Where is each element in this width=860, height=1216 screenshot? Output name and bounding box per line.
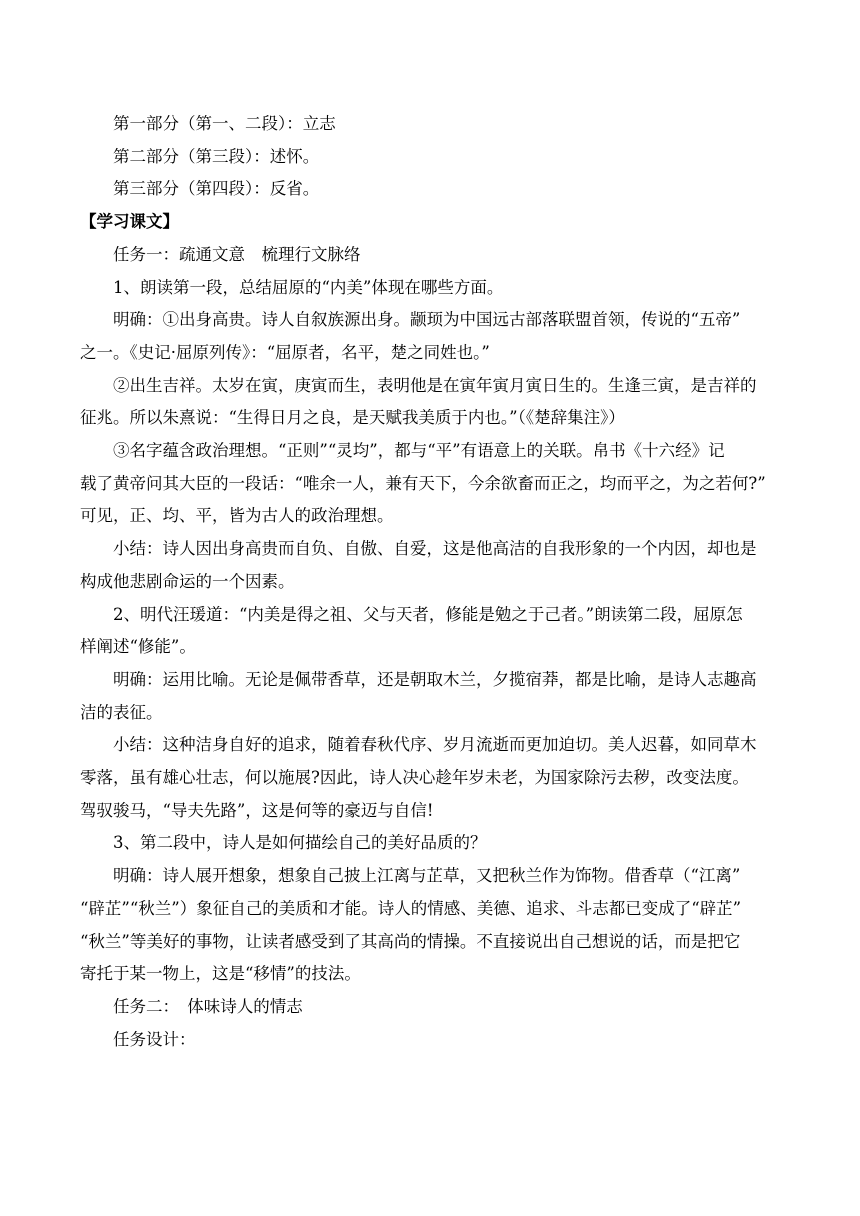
q1-answer-c-line3: 可见，正、均、平，皆为古人的政治理想。 bbox=[80, 506, 394, 526]
question-3: 3、第二段中，诗人是如何描绘自己的美好品质的？ bbox=[113, 833, 487, 853]
q2-summary-line2: 零落，虽有雄心壮志，何以施展?因此，诗人决心趁年岁未老，为国家除污去秽，改变法度。 bbox=[80, 768, 749, 788]
document-body bbox=[80, 108, 780, 1056]
task2-title: 任务二： 体味诗人的情志 bbox=[113, 996, 303, 1016]
q2-answer-line1: 明确：运用比喻。无论是佩带香草，还是朝取木兰，夕揽宿莽，都是比喻，是诗人志趣高 bbox=[113, 669, 757, 689]
section-heading: 【学习课文】 bbox=[80, 212, 179, 232]
structure-line-3: 第三部分（第四段）：反省。 bbox=[113, 179, 320, 199]
q3-answer-line1: 明确：诗人展开想象，想象自己披上江离与芷草，又把秋兰作为饰物。借香草（“江离” bbox=[113, 866, 741, 886]
task-design-label: 任务设计： bbox=[113, 1029, 196, 1049]
structure-line-1: 第一部分（第一、二段）：立志 bbox=[113, 114, 336, 133]
q2-summary-line1: 小结：这种洁身自好的追求，随着春秋代序、岁月流逝而更加迫切。美人迟暮，如同草木 bbox=[113, 735, 757, 755]
q3-answer-line4: 寄托于某一物上，这是“移情”的技法。 bbox=[80, 964, 361, 984]
q3-answer-line3: “秋兰”等美好的事物，让读者感受到了其高尚的情操。不直接说出自己想说的话，而是把它 bbox=[80, 931, 741, 951]
q1-answer-a-line2: 之一。《史记·屈原列传》：“屈原者，名平，楚之同姓也。” bbox=[80, 342, 490, 362]
q1-answer-b-line1: ②出生吉祥。太岁在寅，庚寅而生，表明他是在寅年寅月寅日生的。生逢三寅，是吉祥的 bbox=[113, 375, 757, 395]
q1-answer-c-line1: ③名字蕴含政治理想。“正则”“灵均”，都与“平”有语意上的关联。帛书《十六经》记 bbox=[113, 441, 725, 461]
q1-answer-c-line2: 载了黄帝问其大臣的一段话：“唯余一人，兼有天下，今余欲畜而正之，均而平之，为之若何?” bbox=[80, 473, 766, 493]
question-1: 1、朗读第一段，总结屈原的“内美”体现在哪些方面。 bbox=[113, 277, 504, 297]
q3-answer-line2: “辟芷”“秋兰”）象征自己的美质和才能。诗人的情感、美德、追求、斗志都已变成了“辟芷” bbox=[80, 898, 742, 918]
q1-summary-line2: 构成他悲剧命运的一个因素。 bbox=[80, 571, 295, 591]
q1-answer-b-line2: 征兆。所以朱熹说：“生得日月之良，是天赋我美质于内也。”（《楚辞集注》） bbox=[80, 408, 625, 428]
q1-summary-line1: 小结：诗人因出身高贵而自负、自傲、自爱，这是他高洁的自我形象的一个内因，却也是 bbox=[113, 539, 757, 559]
q2-summary-line3: 驾驭骏马，“导夫先路”，这是何等的豪迈与自信! bbox=[80, 800, 434, 820]
structure-line-2: 第二部分（第三段）：述怀。 bbox=[113, 146, 320, 166]
q1-answer-a-line1: 明确：①出身高贵。诗人自叙族源出身。颛顼为中国远古部落联盟首领，传说的“五帝” bbox=[113, 310, 741, 330]
task1-title: 任务一：疏通文意 梳理行文脉络 bbox=[113, 244, 361, 264]
q2-answer-line2: 洁的表征。 bbox=[80, 702, 163, 722]
question-2-line1: 2、明代汪瑗道：“内美是得之祖、父与天者，修能是勉之于己者。”朗读第二段，屈原怎 bbox=[113, 604, 743, 624]
question-2-line2: 样阐述“修能”。 bbox=[80, 637, 196, 657]
